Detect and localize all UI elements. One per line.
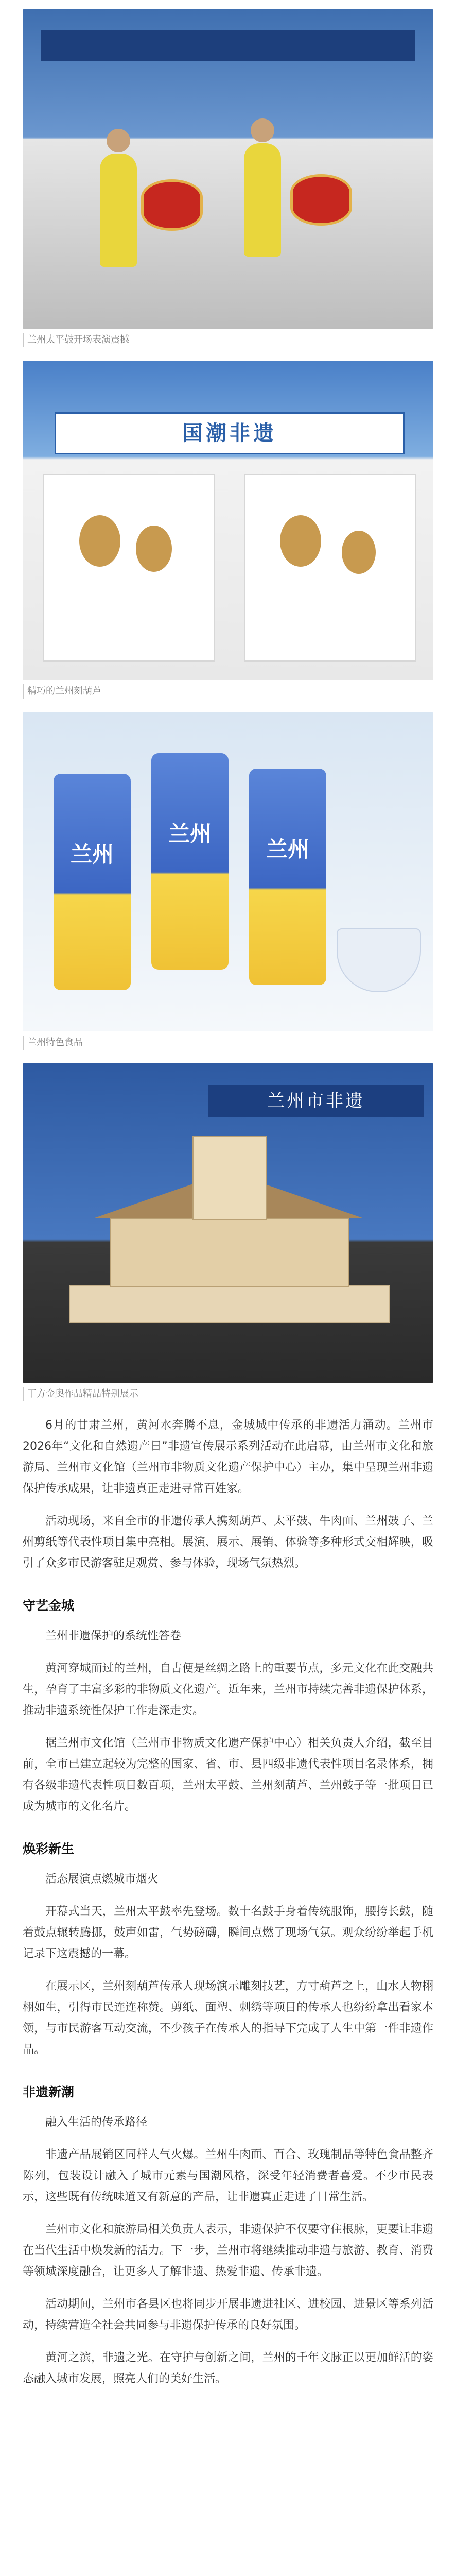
photo-caption: 精巧的兰州刻葫芦 bbox=[23, 684, 433, 699]
paragraph: 活动期间，兰州市各县区也将同步开展非遗进社区、进校园、进景区等系列活动，持续营造全社会共同参与非遗保护传承的良好氛围。 bbox=[23, 2298, 433, 2332]
photo-food-packages bbox=[23, 712, 433, 1031]
exhibition-sign: 国潮非遗 bbox=[55, 412, 405, 454]
paragraph: 黄河穿城而过的兰州，自古便是丝绸之路上的重要节点，多元文化在此交融共生，孕育了丰富多彩的非物质文化遗产。近年来，兰州市持续完善非遗保护体系，推动非遗系统性保护工作走深走实。 bbox=[23, 1662, 433, 1717]
drummer bbox=[100, 154, 137, 267]
gourd bbox=[342, 531, 376, 574]
paragraph: 开幕式当天，兰州太平鼓率先登场。数十名鼓手身着传统服饰，腰挎长鼓，随着鼓点辗转腾挪，鼓声如雷，气势磅礴，瞬间点燃了现场气氛。观众纷纷举起手机记录下这震撼的一幕。 bbox=[23, 1905, 433, 1960]
article-page bbox=[0, 9, 456, 2432]
paragraph: 活动现场，来自全市的非遗传承人携刻葫芦、太平鼓、牛肉面、兰州鼓子、兰州剪纸等代表性项目集中亮相。展演、展示、展销、体验等多种形式交相辉映，吸引了众多市民游客驻足观赏、参与体验，现场气氛热烈。 bbox=[23, 1515, 433, 1570]
paragraph: 兰州非遗保护的系统性答卷 bbox=[45, 1630, 182, 1642]
drum bbox=[141, 179, 203, 231]
food-package: 兰州 bbox=[249, 769, 326, 985]
paragraph: 非遗产品展销区同样人气火爆。兰州牛肉面、百合、玫瑰制品等特色食品整齐陈列，包装设计融入了城市元素与国潮风格，深受年轻消费者喜爱。不少市民表示，这些既有传统味道又有新意的产品，让非遗真正走进了日常生活。 bbox=[23, 2148, 433, 2204]
photo-caption: 兰州太平鼓开场表演震撼 bbox=[23, 333, 433, 347]
gourd bbox=[79, 515, 120, 567]
photo-drummers bbox=[23, 9, 433, 329]
paragraph: 据兰州市文化馆（兰州市非物质文化遗产保护中心）相关负责人介绍，截至目前，全市已建立起较为完整的国家、省、市、县四级非遗代表性项目名录体系，拥有各级非遗代表性项目数百项，兰州太平鼓、兰州刻葫芦、兰州鼓子等一批项目已成为城市的文化名片。 bbox=[23, 1737, 433, 1813]
photo-caption: 丁方金奥作品精品特别展示 bbox=[23, 1387, 433, 1401]
photo-caption: 兰州特色食品 bbox=[23, 1036, 433, 1050]
section-title: 守艺金城 bbox=[23, 1598, 75, 1613]
gourd bbox=[136, 526, 172, 572]
paragraph: 活态展演点燃城市烟火 bbox=[45, 1873, 159, 1886]
paragraph: 6月的甘肃兰州，黄河水奔腾不息，金城城中传承的非遗活力涌动。兰州市2026年“文化和自然遗产日”非遗宣传展示系列活动在此启幕，由兰州市文化和旅游局、兰州市文化馆（兰州市非物质文化遗产保护中心）主办，集中呈现兰州非遗保护传承成果，让非遗真正走进寻常百姓家。 bbox=[23, 1419, 433, 1495]
drum bbox=[290, 174, 352, 226]
article-body bbox=[23, 1415, 433, 2389]
section-title: 焕彩新生 bbox=[23, 1841, 75, 1856]
paragraph: 融入生活的传承路径 bbox=[45, 2116, 148, 2129]
banner: 兰州市非遗 bbox=[208, 1085, 424, 1117]
gourd bbox=[280, 515, 321, 567]
photo-exhibition bbox=[23, 361, 433, 680]
photo-miniature-building bbox=[23, 1063, 433, 1383]
paragraph: 在展示区，兰州刻葫芦传承人现场演示雕刻技艺，方寸葫芦之上，山水人物栩栩如生，引得市民连连称赞。剪纸、面塑、刺绣等项目的传承人也纷纷拿出看家本领，与市民游客互动交流，不少孩子在传承人的指导下完成了人生中第一件非遗作品。 bbox=[23, 1980, 433, 2056]
bowl bbox=[337, 928, 421, 992]
paragraph: 兰州市文化和旅游局相关负责人表示，非遗保护不仅要守住根脉，更要让非遗在当代生活中焕发新的活力。下一步，兰州市将继续推动非遗与旅游、教育、消费等领域深度融合，让更多人了解非遗、热爱非遗、传承非遗。 bbox=[23, 2223, 433, 2278]
food-package: 兰州 bbox=[54, 774, 131, 990]
drummer bbox=[244, 143, 281, 257]
food-package: 兰州 bbox=[151, 753, 229, 970]
paragraph: 黄河之滨，非遗之光。在守护与创新之间，兰州的千年文脉正以更加鲜活的姿态融入城市发展，照亮人们的美好生活。 bbox=[23, 2351, 433, 2385]
section-title: 非遗新潮 bbox=[23, 2084, 75, 2099]
